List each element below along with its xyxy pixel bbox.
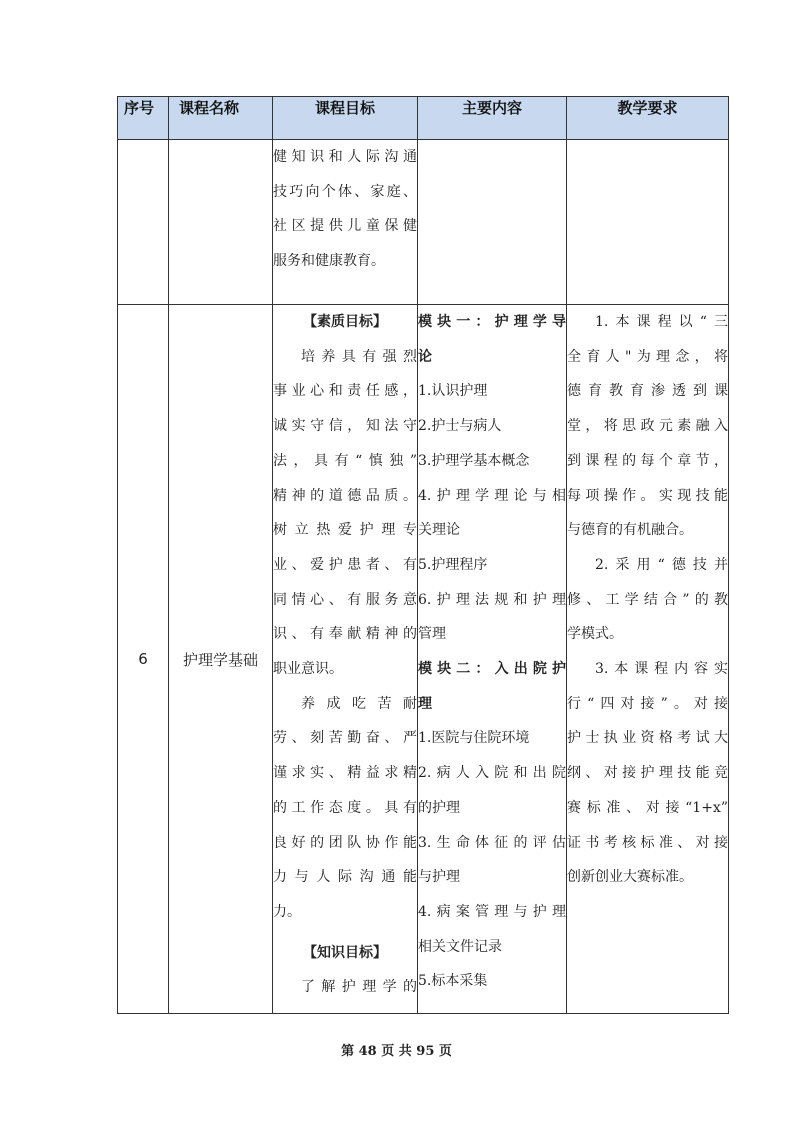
text-line: 证书考核标准、对接	[567, 834, 728, 851]
text-line: 健知识和人际沟通	[273, 149, 417, 165]
text-line: 2.病人入院和出院	[418, 765, 566, 782]
cell-no: 6	[118, 305, 169, 1014]
text-line: 到课程的每个章节，	[567, 452, 728, 469]
text-line: 的工作态度。具有	[273, 799, 417, 816]
header-row	[118, 97, 729, 140]
text-line: 事业心和责任感，	[273, 383, 417, 400]
header-teaching-requirement: 教学要求	[567, 97, 729, 140]
text-line: 每项操作。实现技能	[567, 487, 728, 504]
cell-course-name: 护理学基础	[169, 305, 273, 1014]
cell-course-goal	[273, 305, 418, 1014]
cell-course-name	[169, 140, 273, 305]
text-line: 【素质目标】	[303, 314, 387, 330]
text-line: 创新创业大赛标准。	[567, 869, 693, 886]
text-line: 业、爱护患者、有	[273, 556, 417, 573]
text-line: 赛标准、对接“1+x”	[567, 799, 728, 816]
text-line: 的护理	[418, 799, 460, 816]
text-line: 良好的团队协作能	[273, 834, 417, 851]
text-line: 技巧向个体、家庭、	[273, 183, 417, 200]
text-line: 1.本课程以“三	[595, 314, 728, 330]
text-line: 3.生命体征的评估	[418, 834, 566, 851]
text-line: 管理	[418, 626, 446, 643]
text-line: 诚实守信，知法守	[273, 418, 417, 435]
text-line: 论	[418, 348, 432, 365]
text-line: 学模式。	[567, 626, 623, 643]
text-line: 5.护理程序	[418, 556, 488, 573]
text-line: 德育教育渗透到课	[567, 383, 728, 400]
text-line: 堂，将思政元素融入	[567, 418, 728, 435]
text-line: 社区提供儿童保健	[273, 218, 417, 235]
text-line: 相关文件记录	[418, 938, 502, 955]
text-line: 修、工学结合”的教	[567, 591, 728, 608]
text-line: 精神的道德品质。	[273, 487, 417, 504]
text-line: 服务和健康教育。	[273, 253, 385, 270]
header-course-goal: 课程目标	[273, 97, 418, 140]
text-line: 识、有奉献精神的	[273, 626, 417, 643]
text-line: 4.护理学理论与相	[418, 487, 566, 504]
requirement-lines	[567, 305, 728, 895]
text-line: 4.病案管理与护理	[418, 903, 566, 920]
content-lines	[418, 305, 566, 999]
goal-lines	[273, 305, 417, 1005]
text-line: 理	[418, 695, 432, 712]
text-line: 职业意识。	[273, 661, 343, 678]
text-line: 【知识目标】	[303, 944, 387, 961]
text-line: 养成吃苦耐	[301, 695, 417, 712]
text-line: 2.护士与病人	[418, 418, 502, 435]
text-line: 培养具有强烈	[301, 348, 417, 365]
text-line: 纲、对接护理技能竞	[567, 765, 728, 782]
cell-teaching-requirement	[567, 140, 729, 305]
table-row	[118, 305, 729, 1014]
text-line: 5.标本采集	[418, 973, 488, 990]
text-line: 同情心、有服务意	[273, 591, 417, 608]
text-line: 行“四对接”。对接	[567, 695, 728, 712]
text-line: 模块一：护理学导	[418, 314, 566, 330]
goal-lines	[273, 140, 417, 279]
course-table	[117, 96, 729, 1014]
text-line: 3.护理学基本概念	[418, 452, 530, 469]
cell-course-goal	[273, 140, 418, 305]
cell-no	[118, 140, 169, 305]
header-course-name: 课程名称	[169, 97, 273, 140]
text-line: 树立热爱护理专	[273, 522, 417, 539]
cell-main-content	[418, 305, 567, 1014]
header-main-content: 主要内容	[418, 97, 567, 140]
text-line: 护士执业资格考试大	[567, 730, 728, 747]
text-line: 力与人际沟通能	[273, 869, 417, 886]
header-no: 序号	[118, 97, 169, 140]
text-line: 全育人"为理念，将	[567, 348, 728, 365]
cell-main-content	[418, 140, 567, 305]
text-line: 6.护理法规和护理	[418, 591, 566, 608]
text-line: 模块二：入出院护	[418, 661, 566, 678]
text-line: 关理论	[418, 522, 460, 539]
text-line: 了解护理学的	[301, 979, 417, 996]
text-line: 法，具有“慎独”	[273, 452, 417, 469]
text-line: 与德育的有机融合。	[567, 522, 693, 539]
page-footer: 第 48 页 共 95 页	[341, 1044, 452, 1059]
text-line: 谨求实、精益求精	[273, 765, 417, 782]
text-line: 1.医院与住院环境	[418, 730, 530, 747]
table-row	[118, 140, 729, 305]
text-line: 与护理	[418, 869, 460, 886]
text-line: 3.本课程内容实	[595, 661, 728, 678]
text-line: 劳、刻苦勤奋、严	[273, 730, 417, 747]
text-line: 2.采用“德技并	[595, 556, 728, 573]
text-line: 1.认识护理	[418, 383, 488, 400]
cell-teaching-requirement	[567, 305, 729, 1014]
text-line: 力。	[273, 903, 301, 920]
